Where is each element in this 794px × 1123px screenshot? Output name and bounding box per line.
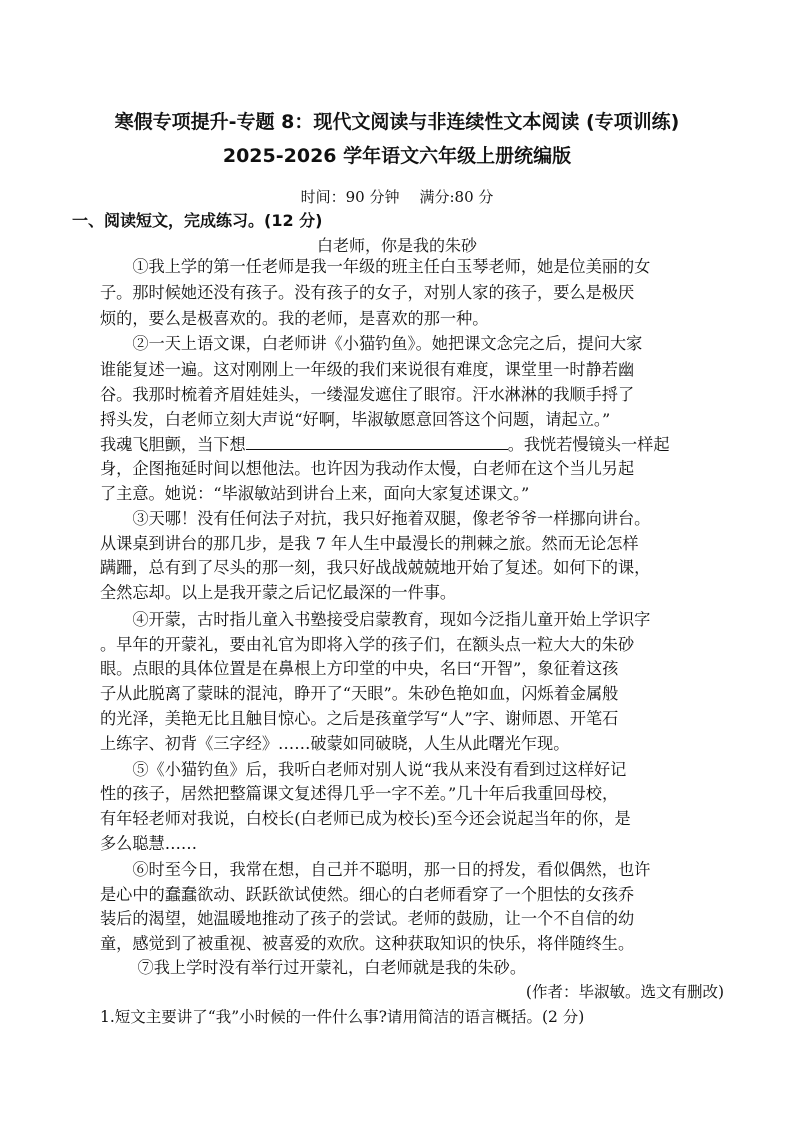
paragraph-line: ⑦我上学时没有举行过开蒙礼，白老师就是我的朱砂。 xyxy=(100,958,527,977)
paragraph-line: ⑥时至今日，我常在想，自己并不聪明，那一日的捋发，看似偶然，也许 xyxy=(100,860,651,879)
section-heading: 一、阅读短文，完成练习。(12 分) xyxy=(72,211,323,230)
line-text-after-blank: 。我恍若慢镜头一样起 xyxy=(507,435,670,454)
exam-meta xyxy=(0,186,794,207)
question-1: 1.短文主要讲了“我”小时候的一件什么事?请用简洁的语言概括。(2 分) xyxy=(100,1008,585,1026)
document-title-line-2: 2025-2026 学年语文六年级上册统编版 xyxy=(222,145,572,167)
paragraph-line: 子从此脱离了蒙昧的混沌，睁开了“天眼”。朱砂色艳如血，闪烁着金属般 xyxy=(100,684,619,703)
paragraph-line: 从课桌到讲台的那几步，是我 7 年人生中最漫长的荆棘之旅。然而无论怎样 xyxy=(100,534,639,553)
paragraph-line: ③天哪！没有任何法子对抗，我只好拖着双腿，像老爷爷一样挪向讲台。 xyxy=(100,509,651,528)
paragraph-line: 烦的，要么是极喜欢的。我的老师，是喜欢的那一种。 xyxy=(100,309,489,328)
paragraph-line: 身，企图拖延时间以想他法。也许因为我动作太慢，白老师在这个当儿另起 xyxy=(100,459,635,478)
paragraph-line: 多么聪慧…… xyxy=(100,834,198,853)
paragraph-line: 装后的渴望，她温暖地推动了孩子的尝试。老师的鼓励，让一个不自信的幼 xyxy=(100,909,635,928)
paragraph-line: 子。那时候她还没有孩子。没有孩子的女子，对别人家的孩子，要么是极厌 xyxy=(100,283,635,302)
paragraph-line: 蹒跚，总有到了尽头的那一刻，我只好战战兢兢地开始了复述。如何下的课， xyxy=(100,558,651,577)
exam-time: 时间：90 分钟 xyxy=(300,188,400,206)
paragraph-line: 谷。我那时梳着齐眉娃娃头，一缕湿发遮住了眼帘。汗水淋淋的我顺手捋了 xyxy=(100,385,635,404)
paragraph-line: ④开蒙，古时指儿童入书塾接受启蒙教育，现如今泛指儿童开始上学识字 xyxy=(100,610,651,629)
paragraph-line: ①我上学的第一任老师是我一年级的班主任白玉琴老师，她是位美丽的女 xyxy=(100,257,651,276)
paragraph-line: 全然忘却。以上是我开蒙之后记忆最深的一件事。 xyxy=(100,583,457,602)
paragraph-line: 捋头发，白老师立刻大声说“好啊，毕淑敏愿意回答这个问题，请起立。” xyxy=(100,410,611,429)
paragraph-line: 性的孩子，居然把整篇课文复述得几乎一字不差。”几十年后我重回母校， xyxy=(100,784,619,803)
line-text-before-blank: 我魂飞胆颤，当下想 xyxy=(100,435,246,454)
exam-score: 满分:80 分 xyxy=(419,188,494,206)
paragraph-line: 的光泽，美艳无比且触目惊心。之后是孩童学写“人”字、谢师恩、开笔石 xyxy=(100,709,619,728)
paragraph-line: 谁能复述一遍。这对刚刚上一年级的我们来说很有难度，课堂里一时静若幽 xyxy=(100,360,635,379)
author-note: (作者：毕淑敏。选文有删改) xyxy=(525,983,724,1001)
paragraph-line: 有年轻老师对我说，白校长(白老师已成为校长)至今还会说起当年的你，是 xyxy=(100,809,631,828)
answer-blank[interactable] xyxy=(246,433,508,450)
paragraph-line-with-blank xyxy=(100,433,670,456)
paragraph-line: 了主意。她说：“毕淑敏站到讲台上来，面向大家复述课文。” xyxy=(100,484,530,503)
paragraph-line: 。早年的开蒙礼，要由礼官为即将入学的孩子们，在额头点一粒大大的朱砂 xyxy=(100,635,635,654)
paragraph-line: 童，感觉到了被重视、被喜爱的欢欣。这种获取知识的快乐，将伴随终生。 xyxy=(100,934,635,953)
paragraph-line: ⑤《小猫钓鱼》后，我听白老师对别人说“我从来没有看到过这样好记 xyxy=(100,760,627,779)
paragraph-line: 上练字、初背《三字经》……破蒙如同破晓，人生从此曙光乍现。 xyxy=(100,734,570,753)
paragraph-line: ②一天上语文课，白老师讲《小猫钓鱼》。她把课文念完之后，提问大家 xyxy=(100,334,643,353)
paragraph-line: 是心中的蠢蠢欲动、跃跃欲试使然。细心的白老师看穿了一个胆怯的女孩乔 xyxy=(100,885,635,904)
article-title: 白老师，你是我的朱砂 xyxy=(316,236,477,255)
document-title-line-1: 寒假专项提升-专题 8：现代文阅读与非连续性文本阅读 (专项训练) xyxy=(114,111,680,133)
paragraph-line: 眼。点眼的具体位置是在鼻根上方印堂的中央，名曰“开智”，象征着这孩 xyxy=(100,659,619,678)
